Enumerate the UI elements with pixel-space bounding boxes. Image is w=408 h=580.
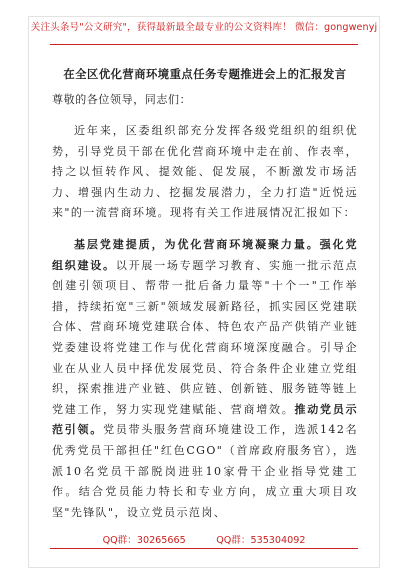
paragraph-text: 党员带头服务营商环境建设工作，选派142名优秀党员干部担任"红色CGO"（首席政府服务官），选派10名党员干部脱岗进驻10家骨干企业指导党建工作。结合党员能力特长和专业方向，成立重大项目攻坚"先锋队"，设立党员示范岗、 bbox=[52, 423, 358, 519]
footer-divider bbox=[50, 548, 358, 549]
document-title: 在全区优化营商环境重点任务专题推进会上的汇报发言 bbox=[63, 67, 347, 81]
paragraph-text: 以开展一场专题学习教育、实施一批示范点创建引领项目、帮带一批后备力量等"十个一"工作举措，持续拓宽"三新"领域发展新路径，抓实园区党建联合体、营商环境党建联合体、特色农产品产供销产业链党委建设将党建工作与优化营商环境深度融合。引导企业在从业人员中择优发展党员、符合条件企业建立党组织，探索推进产业链、供应链、创新链、服务链等链上党建工作，努力实现党建赋能、营商增效。 bbox=[52, 258, 358, 416]
document-body bbox=[52, 66, 358, 523]
header-notice: 关注头条号"公文研究"，获得最新最全最专业的公文资料库！ 微信：gongwenyj bbox=[30, 22, 378, 33]
paragraph-text: 近年来，区委组织部充分发挥各级党组织的组织优势，引导党员干部在优化营商环境中走在前、作表率，持之以恒转作风、提效能、促发展，不断激发市场活力、增强内生动力、挖掘发展潜力，全力打造"近悦远来"的一流营商环境。现将有关工作进展情况汇报如下： bbox=[52, 124, 358, 220]
salutation: 尊敬的各位领导，同志们： bbox=[52, 93, 192, 106]
paragraph-party-building bbox=[52, 235, 358, 523]
page-footer bbox=[0, 532, 408, 546]
qq-label: QQ群： bbox=[216, 535, 251, 546]
header-divider bbox=[50, 44, 358, 45]
qq-group-number: 535304092 bbox=[250, 535, 306, 546]
section-heading: 基层党建提质，为优化营商环境凝聚力量。强化党组织建设。 bbox=[52, 237, 358, 272]
paragraph-intro bbox=[52, 121, 358, 224]
qq-label: QQ群： bbox=[102, 535, 137, 546]
qq-group-number: 30265665 bbox=[136, 535, 186, 546]
page-header bbox=[28, 14, 380, 38]
subsection-heading: 推动党员示范引领。 bbox=[52, 402, 358, 437]
